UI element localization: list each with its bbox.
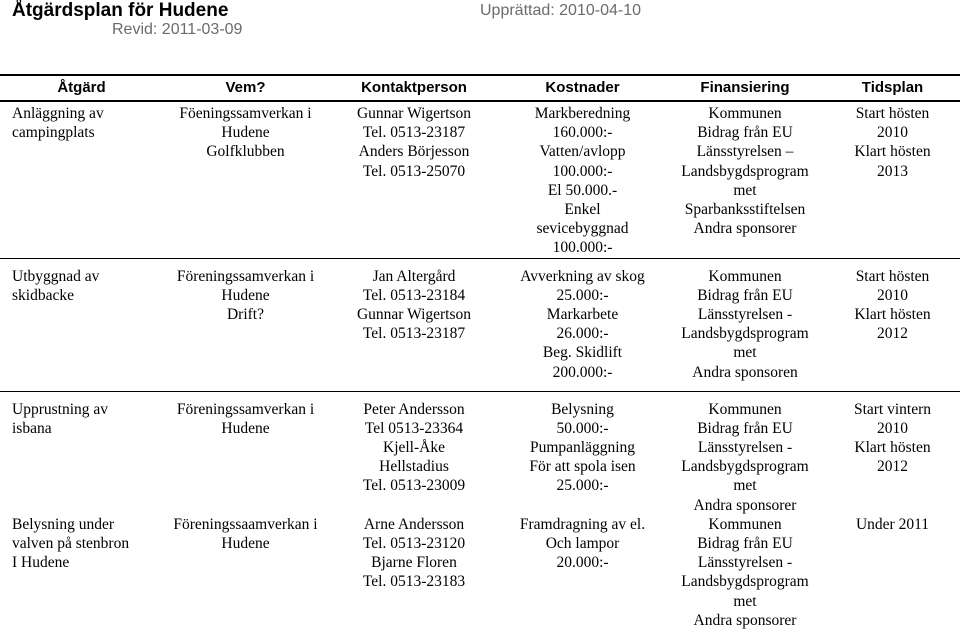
table-row: [0, 391, 960, 515]
cell-line: met: [733, 344, 757, 362]
cell-finansiering: [665, 101, 825, 258]
cell-vem: [163, 101, 328, 258]
cell-line: Pumpanläggning: [529, 439, 636, 457]
column-header-kostnader: Kostnader: [500, 75, 665, 101]
cell-line: Gunnar Wigertson: [356, 306, 472, 324]
cell-line: 200.000:-: [552, 363, 613, 381]
cell-atgard: [0, 515, 163, 630]
cell-line: Och lampor: [545, 535, 620, 553]
cell-line: Markberedning: [534, 105, 631, 122]
cell-line: Enkel: [564, 201, 601, 219]
cell-line: Hellstadius: [379, 458, 449, 476]
cell-line: Belysning: [551, 400, 614, 418]
cell-line: 2010: [877, 124, 908, 142]
cell-line: Utbyggnad av: [12, 267, 100, 285]
cell-line: Föeningssamverkan i: [179, 105, 312, 122]
cell-line: Tel 0513-23364: [364, 419, 464, 437]
cell-line: isbana: [12, 419, 52, 437]
cell-kontakt: [328, 258, 500, 391]
cell-line: Anders Börjesson: [358, 143, 470, 161]
cell-line: Länsstyrelsen -: [697, 554, 793, 572]
cell-line: Andra sponsorer: [693, 220, 797, 238]
cell-kostnader: [500, 391, 665, 515]
cell-line: Hudene: [221, 124, 270, 142]
cell-vem: [163, 515, 328, 630]
cell-line: sevicebyggnad: [536, 220, 629, 238]
column-header-kontaktperson: Kontaktperson: [328, 75, 500, 101]
cell-line: Framdragning av el.: [519, 515, 646, 533]
cell-line: Jan Altergård: [372, 267, 456, 285]
cell-line: Kjell-Åke: [383, 439, 445, 457]
cell-line: Klart hösten: [854, 143, 931, 161]
cell-tidsplan: [825, 258, 960, 391]
cell-line: Kommunen: [708, 400, 782, 418]
cell-atgard: [0, 101, 163, 258]
cell-line: valven på stenbron: [12, 535, 130, 553]
cell-kostnader: [500, 515, 665, 630]
cell-line: Landsbygdsprogram: [681, 325, 809, 343]
cell-line: 100.000:-: [552, 162, 613, 180]
cell-line: Andra sponsoren: [692, 363, 798, 381]
cell-line: 50.000:-: [556, 419, 609, 437]
cell-line: Föreningssamverkan i: [176, 400, 315, 418]
cell-line: met: [733, 592, 757, 610]
cell-line: Länsstyrelsen -: [697, 439, 793, 457]
cell-line: Beg. Skidlift: [542, 344, 623, 362]
table-header-row: [0, 75, 960, 101]
cell-line: Kommunen: [708, 515, 782, 533]
cell-line: Tel. 0513-23009: [362, 477, 466, 495]
cell-line: 160.000:-: [552, 124, 613, 142]
cell-line: Golfklubben: [206, 143, 285, 161]
cell-line: Start hösten: [855, 105, 930, 122]
table-row: [0, 258, 960, 391]
cell-finansiering: [665, 391, 825, 515]
cell-kontakt: [328, 101, 500, 258]
cell-line: 2012: [877, 325, 908, 343]
column-header-vem: Vem?: [163, 75, 328, 101]
cell-line: skidbacke: [12, 286, 74, 304]
cell-line: 2010: [877, 286, 908, 304]
cell-line: Peter Andersson: [363, 400, 465, 418]
cell-line: Avverkning av skog: [520, 267, 645, 285]
cell-line: Tel. 0513-25070: [362, 162, 466, 180]
cell-line: Upprustning av: [12, 400, 109, 418]
cell-line: Arne Andersson: [363, 515, 465, 533]
cell-line: Vatten/avlopp: [539, 143, 626, 161]
cell-line: Länsstyrelsen –: [696, 143, 794, 161]
cell-line: Hudene: [221, 535, 270, 553]
cell-line: 26.000:-: [556, 325, 609, 343]
cell-tidsplan: [825, 515, 960, 630]
cell-line: Bidrag från EU: [697, 535, 793, 553]
column-header-finansiering: Finansiering: [665, 75, 825, 101]
cell-vem: [163, 258, 328, 391]
cell-line: met: [733, 181, 757, 199]
cell-line: Markarbete: [546, 306, 619, 324]
column-header-atgard: Åtgärd: [0, 75, 163, 101]
cell-line: I Hudene: [12, 554, 70, 572]
cell-line: Gunnar Wigertson: [356, 105, 472, 122]
cell-line: Anläggning av: [12, 105, 104, 122]
cell-line: Hudene: [221, 286, 270, 304]
document-header: [12, 0, 952, 42]
cell-line: Kommunen: [708, 267, 782, 285]
cell-atgard: [0, 391, 163, 515]
action-plan-table: [0, 74, 960, 630]
cell-tidsplan: [825, 101, 960, 258]
cell-kontakt: [328, 515, 500, 630]
cell-line: Drift?: [226, 306, 264, 324]
cell-line: Andra sponsorer: [693, 496, 797, 514]
cell-line: Tel. 0513-23120: [362, 535, 466, 553]
cell-line: Tel. 0513-23183: [362, 573, 466, 591]
cell-line: Bidrag från EU: [697, 419, 793, 437]
revision-date: Revid: 2011-03-09: [112, 21, 243, 38]
cell-line: Sparbanksstiftelsen: [684, 201, 806, 219]
cell-atgard: [0, 258, 163, 391]
cell-line: Föreningssamverkan i: [176, 267, 315, 285]
cell-line: 20.000:-: [556, 554, 609, 572]
cell-line: Landsbygdsprogram: [681, 162, 809, 180]
table-row: [0, 101, 960, 258]
cell-line: Klart hösten: [854, 306, 931, 324]
cell-vem: [163, 391, 328, 515]
cell-line: Andra sponsorer: [693, 611, 797, 629]
cell-line: Länsstyrelsen -: [697, 306, 793, 324]
cell-kontakt: [328, 391, 500, 515]
cell-line: Start vintern: [853, 400, 932, 418]
table-row: [0, 515, 960, 630]
cell-line: 2012: [877, 458, 908, 476]
cell-line: 2010: [877, 419, 908, 437]
cell-tidsplan: [825, 391, 960, 515]
cell-finansiering: [665, 515, 825, 630]
cell-line: 100.000:-: [552, 239, 613, 257]
cell-line: Bjarne Floren: [371, 554, 457, 572]
cell-line: Landsbygdsprogram: [681, 573, 809, 591]
cell-line: met: [733, 477, 757, 495]
cell-line: För att spola isen: [529, 458, 636, 476]
cell-line: Bidrag från EU: [697, 124, 793, 142]
cell-line: Belysning under: [12, 515, 115, 533]
cell-kostnader: [500, 258, 665, 391]
cell-line: Föreningssaamverkan i: [173, 515, 318, 533]
cell-line: Under 2011: [855, 515, 930, 533]
cell-kostnader: [500, 101, 665, 258]
cell-line: Tel. 0513-23187: [362, 124, 466, 142]
cell-line: Tel. 0513-23187: [362, 325, 466, 343]
cell-line: Start hösten: [855, 267, 930, 285]
cell-line: Bidrag från EU: [697, 286, 793, 304]
cell-finansiering: [665, 258, 825, 391]
cell-line: 25.000:-: [556, 286, 609, 304]
column-header-tidsplan: Tidsplan: [825, 75, 960, 101]
cell-line: El 50.000.-: [547, 181, 618, 199]
cell-line: Kommunen: [708, 105, 782, 122]
cell-line: 2013: [877, 162, 908, 180]
cell-line: 25.000:-: [556, 477, 609, 495]
document-title: Åtgärdsplan för Hudene: [12, 0, 229, 21]
cell-line: Klart hösten: [854, 439, 931, 457]
created-date: Upprättad: 2010-04-10: [480, 2, 641, 19]
cell-line: campingplats: [12, 124, 95, 142]
cell-line: Tel. 0513-23184: [362, 286, 466, 304]
cell-line: Hudene: [221, 419, 270, 437]
cell-line: Landsbygdsprogram: [681, 458, 809, 476]
